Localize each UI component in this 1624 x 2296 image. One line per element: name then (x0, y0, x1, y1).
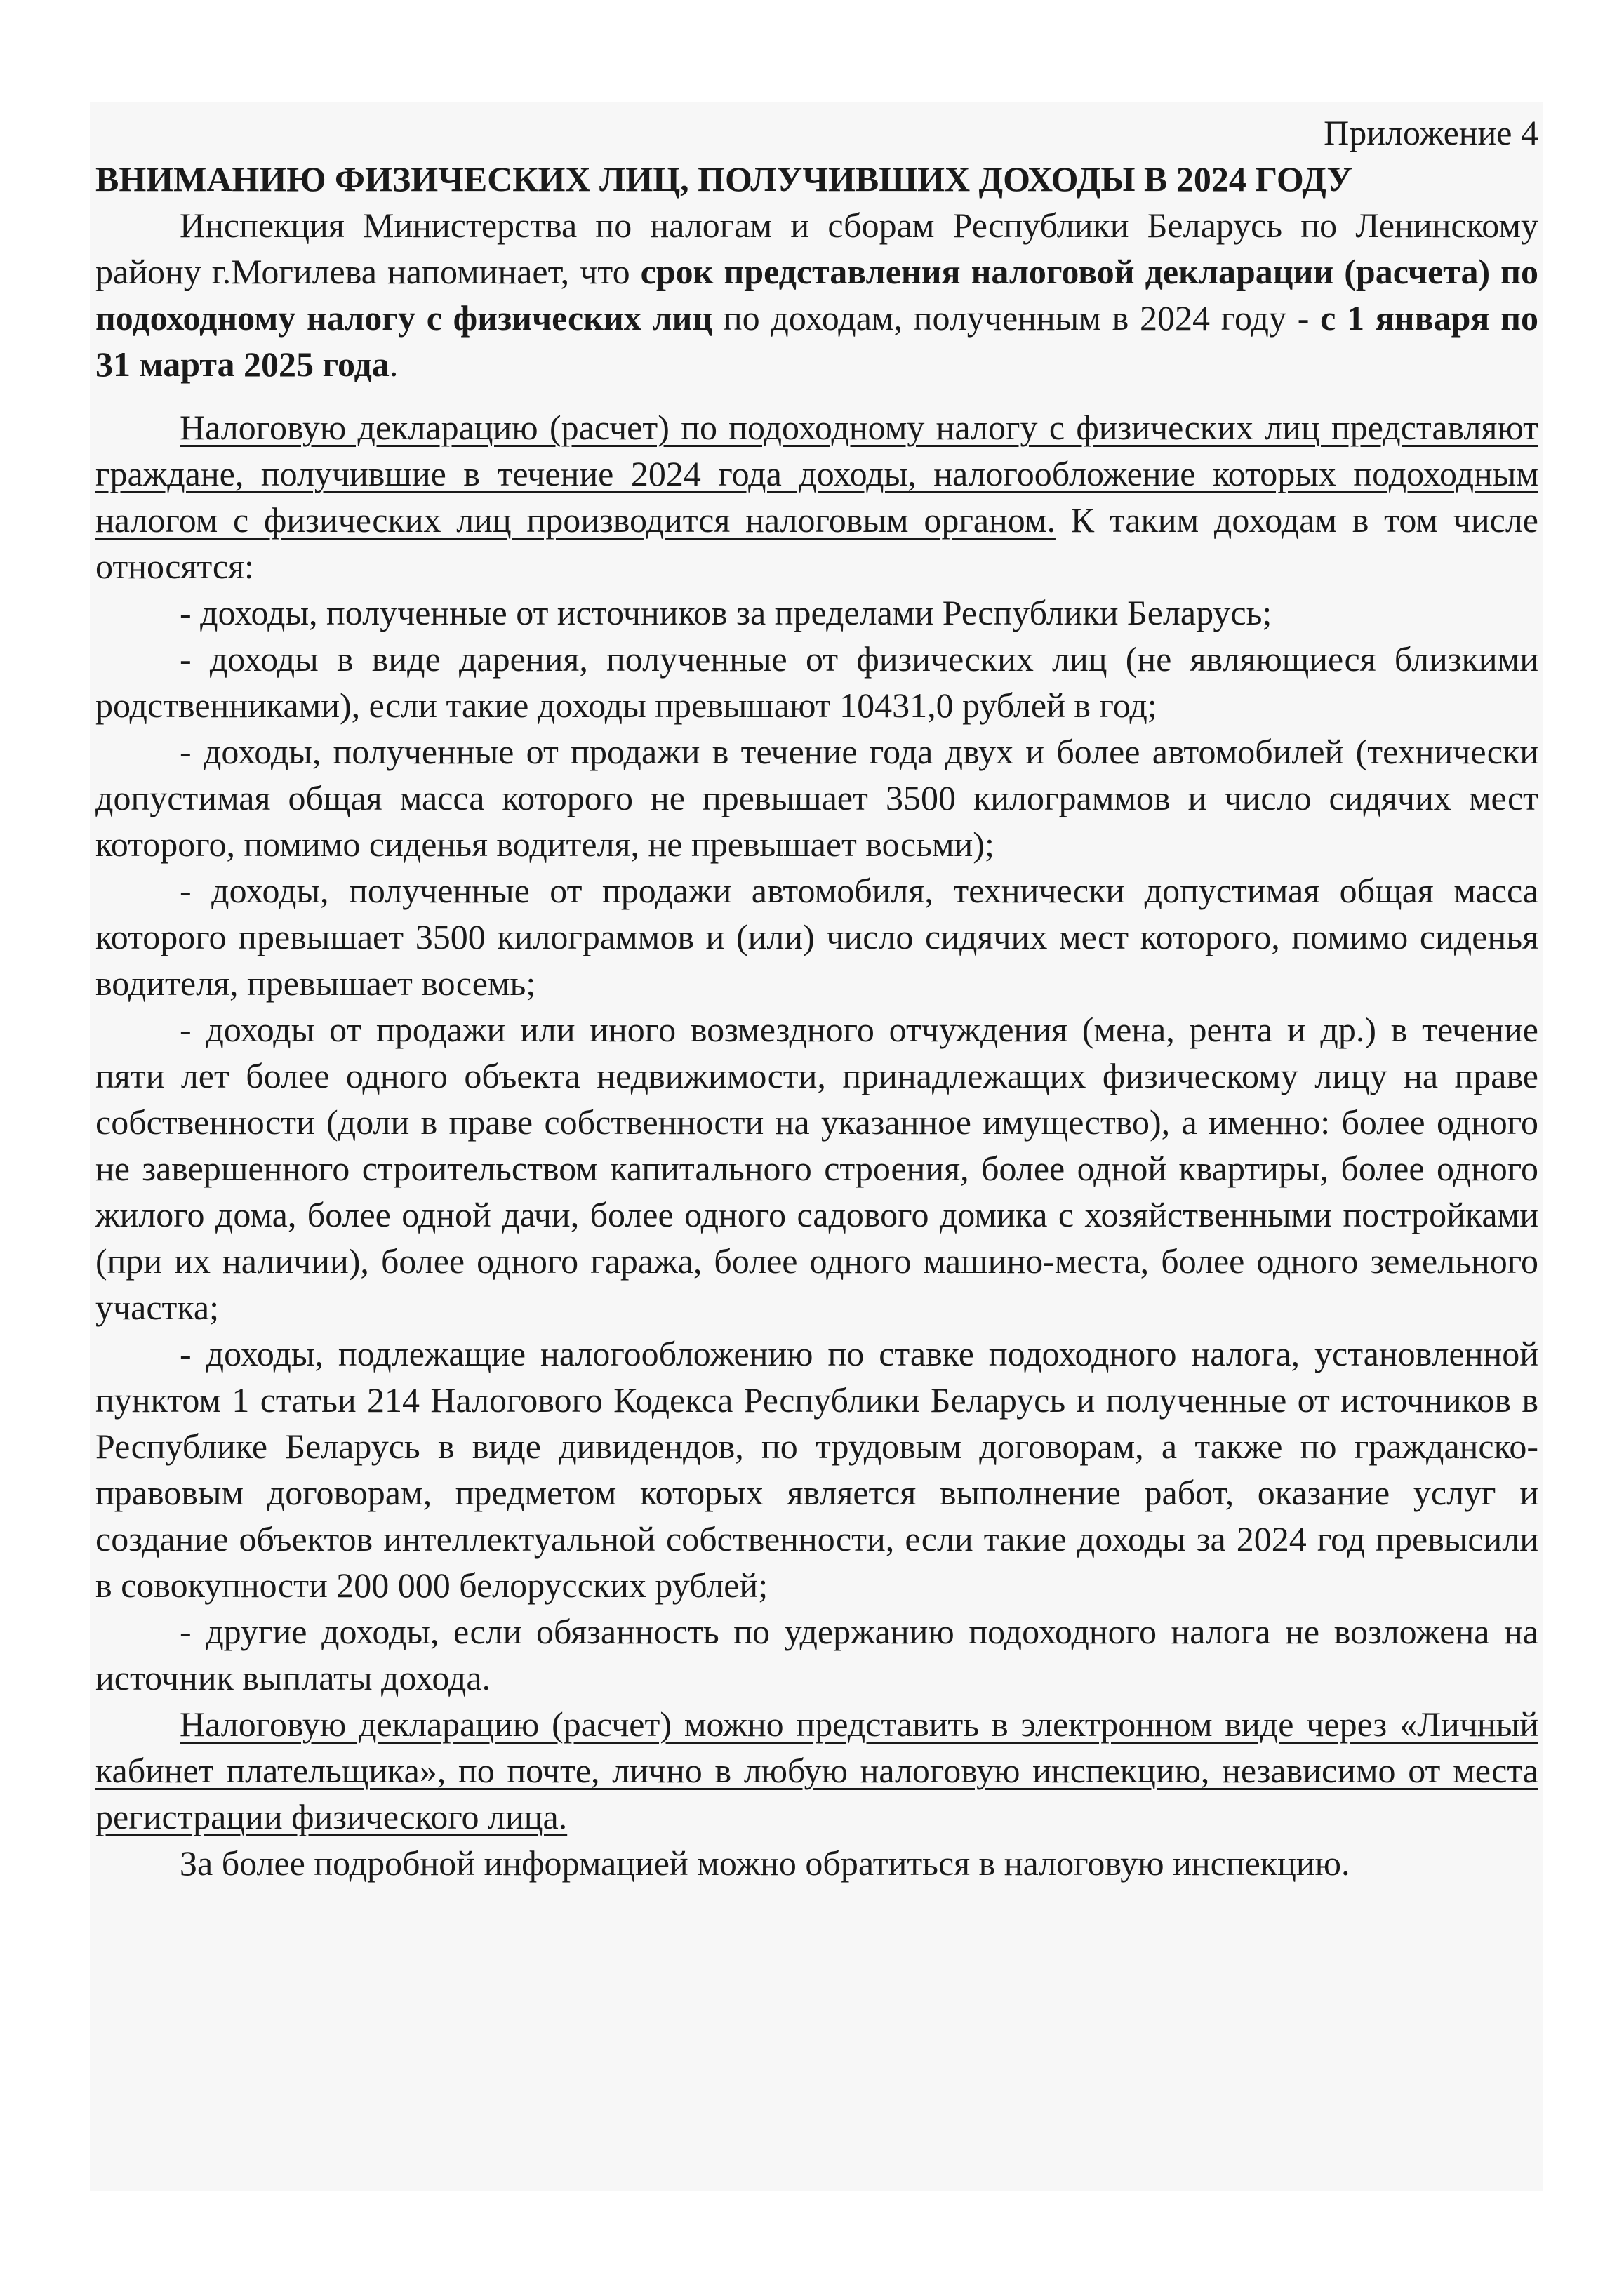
submission-text: Налоговую декларацию (расчет) можно представить в электронном виде через «Личный кабинет плательщика», по почте, лично в любую налоговую инспекцию, независимо от места регистрации физического лица. (95, 1704, 1538, 1836)
filers-rest-text: К таким доходам в том числе относятся: (95, 500, 1538, 586)
intro-deadline-dates: - с 1 января по 31 марта 2025 года (95, 298, 1538, 384)
intro-text-1: Инспекция Министерства по налогам и сборам Республики Беларусь по Ленинскому району г.Могилева напоминает, что (95, 206, 1538, 291)
intro-paragraph (95, 202, 1538, 387)
income-item-gifts: - доходы в виде дарения, полученные от физических лиц (не являющиеся близкими родственниками), если такие доходы превышают 10431,0 рублей в год; (95, 639, 1538, 725)
contact-paragraph: За более подробной информацией можно обратиться в налоговую инспекцию. (180, 1843, 1350, 1883)
submission-paragraph (95, 1701, 1538, 1840)
intro-text-3: . (389, 345, 399, 384)
income-item-foreign: - доходы, полученные от источников за пределами Республики Беларусь; (180, 593, 1272, 632)
income-item-real-estate: - доходы от продажи или иного возмездного отчуждения (мена, рента и др.) в течение пяти лет более одного объекта недвижимости, принадлежащих физическому лицу на праве собственности (доли в праве собственности на указанное имущество), а именно: более одного не завершенного строительством капитального строения, более одной квартиры, более одного жилого дома, более одной дачи, более одного садового домика с хозяйственными постройками (при их наличии), более одного гаража, более одного машино-места, более одного земельного участка; (95, 1010, 1538, 1327)
filers-underlined-text: Налоговую декларацию (расчет) по подоходному налогу с физических лиц представляют граждане, получившие в течение 2024 года доходы, налогообложение которых подоходным налогом с физических лиц производится налоговым органом. (95, 408, 1538, 540)
intro-text-2: по доходам, полученным в 2024 году (712, 298, 1298, 338)
filers-paragraph (95, 404, 1538, 589)
annex-label: Приложение 4 (1324, 113, 1538, 152)
income-item-heavy-vehicle: - доходы, полученные от продажи автомобиля, технически допустимая общая масса которого превышает 3500 килограммов и (или) число сидячих мест которого, помимо сиденья водителя, превышает восемь; (95, 871, 1538, 1003)
intro-deadline-subject: срок представления налоговой декларации (расчета) по подоходному налогу с физических лиц (95, 252, 1538, 338)
notice-heading: ВНИМАНИЮ ФИЗИЧЕСКИХ ЛИЦ, ПОЛУЧИВШИХ ДОХОДЫ В 2024 ГОДУ (95, 159, 1353, 199)
income-item-other: - другие доходы, если обязанность по удержанию подоходного налога не возложена на источник выплаты дохода. (95, 1612, 1538, 1697)
income-item-car-sales: - доходы, полученные от продажи в течение года двух и более автомобилей (технически допустимая общая масса которого не превышает 3500 килограммов и число сидячих мест которого, помимо сиденья водителя, не превышает восьми); (95, 732, 1538, 864)
income-item-high-rate: - доходы, подлежащие налогообложению по ставке подоходного налога, установленной пунктом 1 статьи 214 Налогового Кодекса Республики Беларусь и полученные от источников в Республике Беларусь в виде дивидендов, по трудовым договорам, а также по гражданско-правовым договорам, предметом которых является выполнение работ, оказание услуг и создание объектов интеллектуальной собственности, если такие доходы за 2024 год превысили в совокупности 200 000 белорусских рублей; (95, 1334, 1538, 1605)
notice-document (90, 102, 1543, 2191)
